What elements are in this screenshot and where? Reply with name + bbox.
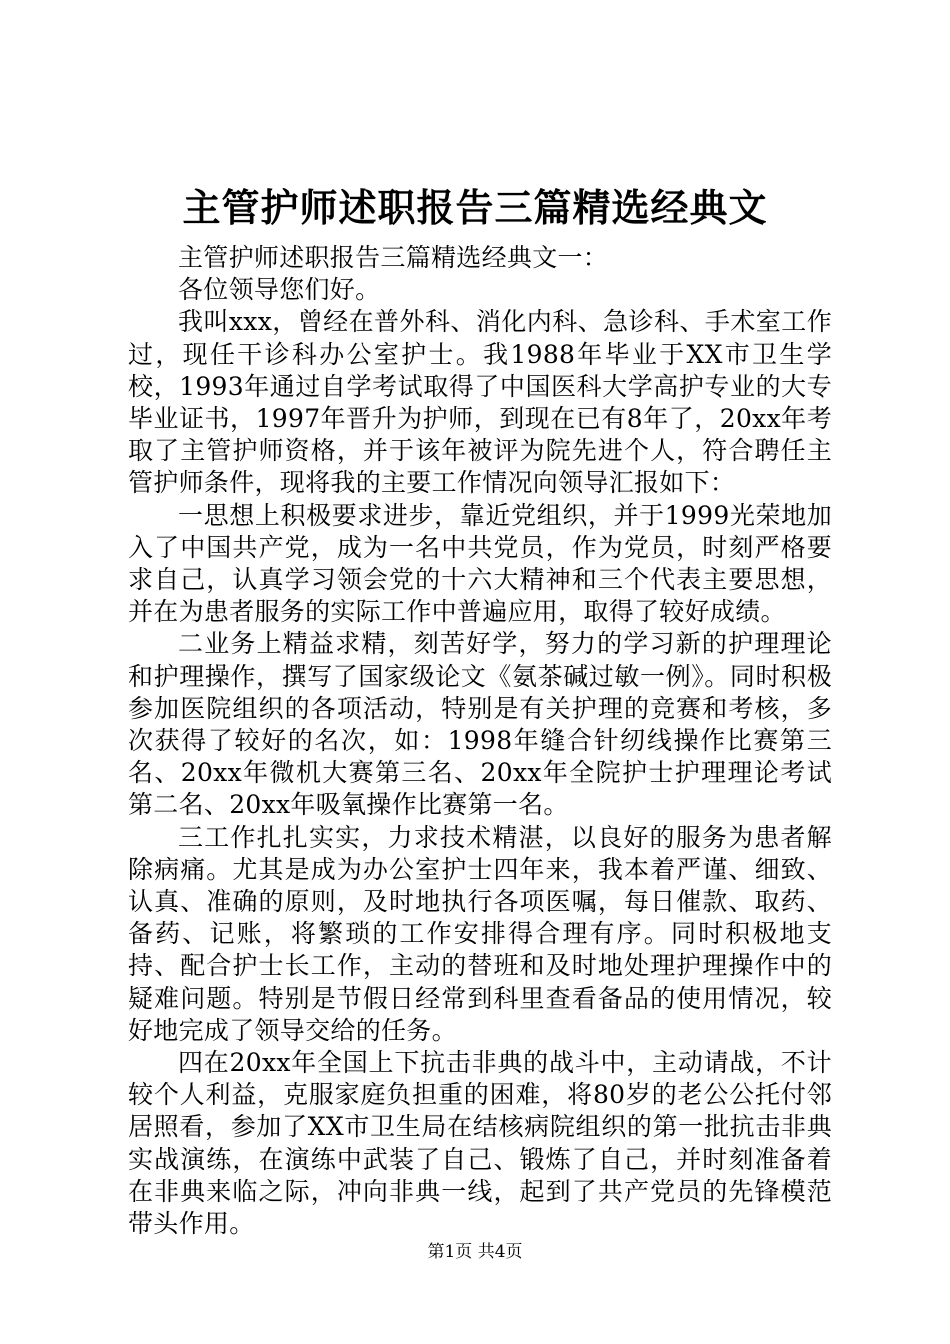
paragraph-point-one: 一思想上积极要求进步，靠近党组织，并于1999光荣地加入了中国共产党，成为一名中共党员，作为党员，时刻严格要求自己，认真学习领会党的十六大精神和三个代表主要思想，并在为患者服务的实际工作中普遍应用，取得了较好成绩。 [128, 500, 832, 627]
document-body [128, 242, 832, 1240]
paragraph-introduction: 我叫xxx，曾经在普外科、消化内科、急诊科、手术室工作过，现任干诊科办公室护士。我1988年毕业于XX市卫生学校，1993年通过自学考试取得了中国医科大学高护专业的大专毕业证书，1997年晋升为护师，到现在已有8年了，20xx年考取了主管护师资格，并于该年被评为院先进个人，符合聘任主管护师条件，现将我的主要工作情况向领导汇报如下： [128, 307, 832, 498]
paragraph-point-three: 三工作扎扎实实，力求技术精湛，以良好的服务为患者解除病痛。尤其是成为办公室护士四年来，我本着严谨、细致、认真、准确的原则，及时地执行各项医嘱，每日催款、取药、备药、记账，将繁琐的工作安排得合理有序。同时积极地支持、配合护士长工作，主动的替班和及时地处理护理操作中的疑难问题。特别是节假日经常到科里查看备品的使用情况，较好地完成了领导交给的任务。 [128, 822, 832, 1045]
paragraph-point-four: 四在20xx年全国上下抗击非典的战斗中，主动请战，不计较个人利益，克服家庭负担重的困难，将80岁的老公公托付邻居照看，参加了XX市卫生局在结核病院组织的第一批抗击非典实战演练，在演练中武装了自己、锻炼了自己，并时刻准备着在非典来临之际，冲向非典一线，起到了共产党员的先锋模范带头作用。 [128, 1048, 832, 1239]
paragraph-heading: 主管护师述职报告三篇精选经典文一： [178, 243, 609, 272]
document-title: 主管护师述职报告三篇精选经典文 [182, 185, 768, 230]
paragraph-greeting: 各位领导您们好。 [178, 275, 381, 305]
page-number-footer: 第1页 共4页 [427, 1242, 523, 1262]
paragraph-point-two: 二业务上精益求精，刻苦好学，努力的学习新的护理理论和护理操作，撰写了国家级论文《氨茶碱过敏一例》。同时积极参加医院组织的各项活动，特别是有关护理的竞赛和考核，多次获得了较好的名次，如：1998年缝合针纫线操作比赛第三名、20xx年微机大赛第三名、20xx年全院护士护理理论考试第二名、20xx年吸氧操作比赛第一名。 [128, 629, 832, 820]
